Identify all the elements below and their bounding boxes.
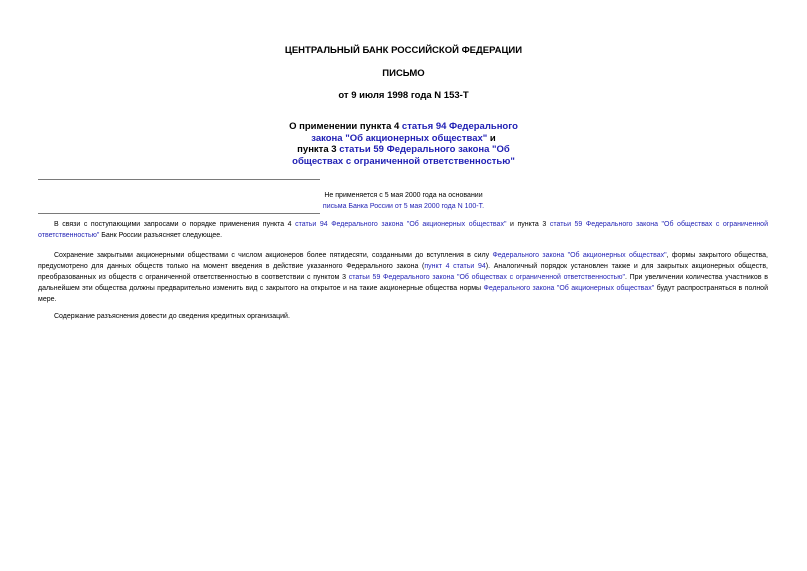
paragraph-text: ). Аналогичный порядок установлен также и для закрытых акционерных обществ, преобразованных из обществ с ограниченной ответственностью в соответствии с пунктом 3: [38, 263, 768, 281]
document-subject: [0, 121, 807, 167]
status-note: [0, 190, 807, 212]
status-note-link[interactable]: письма Банка России от 5 мая 2000 года N 100-Т.: [322, 203, 485, 210]
link-joint-stock-law[interactable]: Федерального закона "Об акционерных обществах": [492, 252, 667, 259]
status-note-text: Не применяется с 5 мая 2000 года на основании: [324, 192, 483, 199]
paragraph-text: В связи с поступающими запросами о порядке применения пункта 4: [54, 221, 296, 228]
subject-link-article-94[interactable]: статья 94 Федерального: [401, 121, 518, 132]
subject-line-4: [0, 156, 807, 168]
subject-line-3: [0, 144, 807, 156]
subject-line-2: [0, 133, 807, 145]
separator-line: [38, 213, 320, 214]
paragraph-text: , формы закрытого общества, предусмотрено для данных обществ только на момент введения в действие указанного Федерального закона (: [38, 252, 769, 270]
link-joint-stock-law[interactable]: Федерального закона "Об акционерных обществах": [483, 285, 655, 292]
document-type: ПИСЬМО: [382, 68, 425, 79]
link-article-94-joint-stock-law[interactable]: статьи 94 Федерального закона "Об акционерных обществах": [295, 221, 507, 228]
subject-text: О применении пункта 4: [289, 121, 402, 132]
paragraph-text: Содержание разъяснения довести до сведения кредитных организаций.: [54, 313, 290, 320]
link-article-94-point-4[interactable]: пункт 4 статьи 94: [424, 263, 486, 270]
subject-link-joint-stock-law[interactable]: закона "Об акционерных обществах": [311, 132, 488, 144]
paragraph-2: [38, 250, 768, 305]
paragraph-text: Сохранение закрытыми акционерными обществами с числом акционеров более пятидесяти, созданными до вступления в силу: [54, 252, 493, 259]
paragraph-text: и пункта 3: [506, 221, 550, 228]
paragraph-3: [38, 311, 768, 322]
org-title: ЦЕНТРАЛЬНЫЙ БАНК РОССИЙСКОЙ ФЕДЕРАЦИИ: [284, 45, 523, 56]
subject-text: пункта 3: [297, 144, 340, 155]
subject-text: и: [487, 132, 496, 144]
paragraph-text: . При увеличении количества участников в дальнейшем эти общества должны предварительно изменить вид с закрытого на открытое и на такие акционерные общества нормы: [38, 274, 768, 292]
subject-link-article-59[interactable]: статьи 59 Федерального закона "Об: [339, 144, 510, 155]
separator-line: [38, 179, 320, 180]
paragraph-text: Банк России разъясняет следующее.: [99, 232, 223, 239]
link-article-59-llc-law[interactable]: статьи 59 Федерального закона "Об обществах с ограниченной ответственностью": [348, 274, 625, 281]
document-date-number: от 9 июля 1998 года N 153-Т: [338, 90, 469, 101]
subject-line-1: [0, 121, 807, 133]
paragraph-text: будут распространяться в полной мере.: [38, 285, 768, 303]
link-article-59-llc-law[interactable]: статьи 59 Федерального закона "Об обществах с ограниченной ответственностью": [38, 221, 768, 239]
subject-link-llc-law[interactable]: обществах с ограниченной ответственностью": [292, 155, 515, 167]
paragraph-1: [38, 219, 768, 241]
